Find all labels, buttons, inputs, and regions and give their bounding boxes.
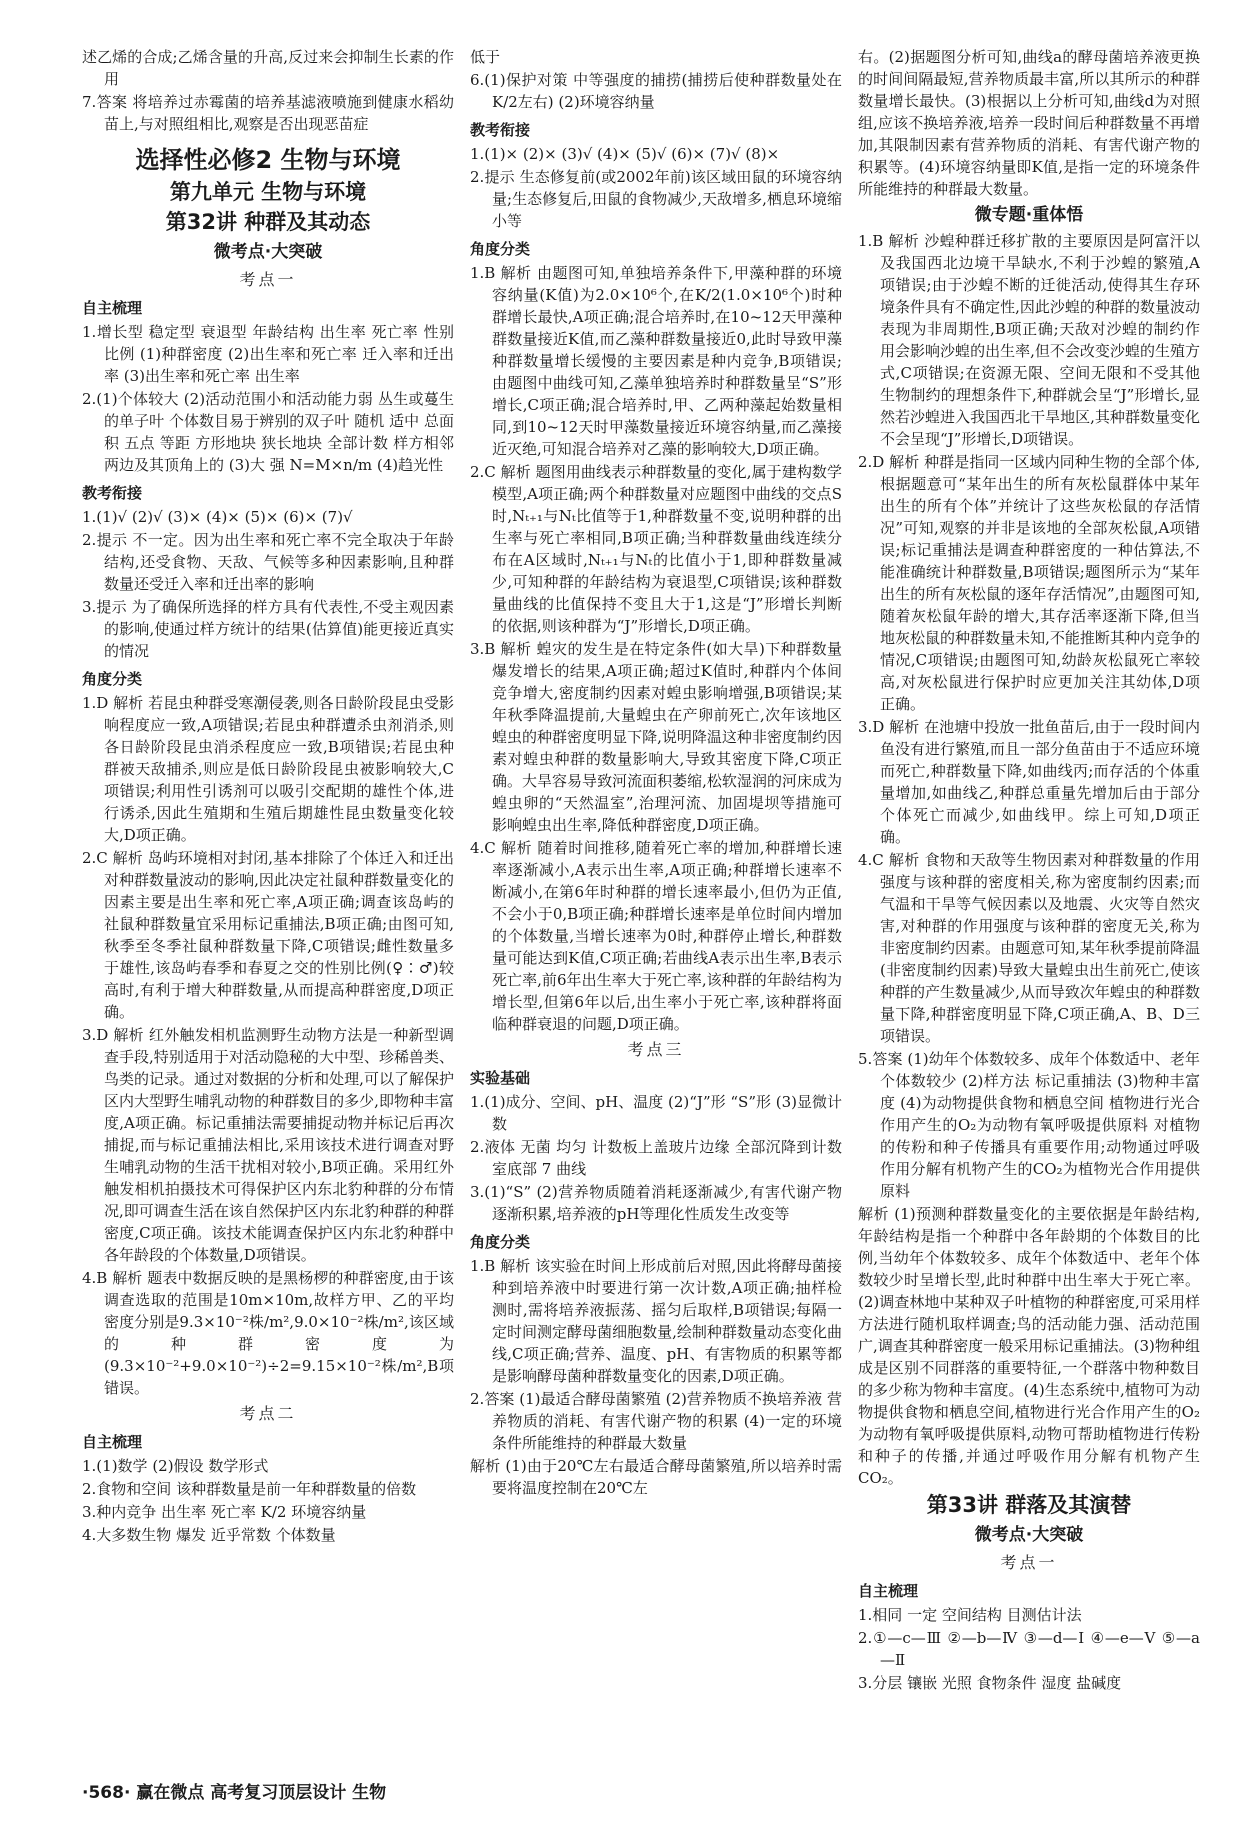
- answer-item: 3.提示 为了确保所选择的样方具有代表性,不受主观因素的影响,使通过样方统计的结果(估算值)能更接近真实的情况: [82, 598, 454, 660]
- subheading: 实验基础: [470, 1069, 531, 1087]
- answer-item: 1.B 解析 该实验在时间上形成前后对照,因此将酵母菌接种到培养液中时要进行第一次计数,A项正确;抽样检测时,需将培养液振荡、摇匀后取样,B项错误;每隔一定时间测定酵母菌细胞数量,绘制种群数量动态变化曲线,C项正确;营养、温度、pH、有害物质的积累等都是影响酵母菌种群数量变化的因素,D项正确。: [470, 1257, 842, 1385]
- paragraph: 7.答案 将培养过赤霉菌的培养基滤液喷施到健康水稻幼苗上,与对照组相比,观察是否出现恶苗症: [82, 93, 454, 133]
- answer-page: [82, 46, 1200, 1776]
- answer-item: 1.(1)成分、空间、pH、温度 (2)“J”形 “S”形 (3)显微计数: [470, 1093, 842, 1133]
- section-banner: 微考点·大突破: [974, 1525, 1084, 1545]
- subheading: 角度分类: [470, 1233, 531, 1251]
- answer-item: 4.C 解析 食物和天敌等生物因素对种群数量的作用强度与该种群的密度相关,称为密度制约因素;而气温和干旱等气候因素以及地震、火灾等自然灾害,对种群的作用强度与该种群的密度无关,称为非密度制约因素。由题意可知,某年秋季提前降温(非密度制约因素)导致大量蝗虫出生前死亡,使该种群的产生数量减少,从而导致次年蝗虫的种群数量下降,种群密度明显下降,C项正确,A、B、D三项错误。: [858, 851, 1200, 1045]
- lecture-title: 第32讲 种群及其动态: [165, 210, 371, 234]
- paragraph: 解析 (1)预测种群数量变化的主要依据是年龄结构,年龄结构是指一个种群中各年龄期的个体数目的比例,当幼年个体数较多、成年个体数适中、老年个体数较少时呈增长型,此时种群中出生率大于死亡率。(2)调查林地中某种双子叶植物的种群密度,可采用样方法进行随机取样调查;鸟的活动能力强、活动范围广,调查其种群密度一般采用标记重捕法。(3)物种组成是区别不同群落的重要特征,一个群落中物种数目的多少称为物种丰富度。(4)生态系统中,植物可为动物提供食物和栖息空间,植物进行光合作用产生的O₂为动物有氧呼吸提供原料,动物可帮助植物进行传粉和种子的传播,并通过呼吸作用分解有机物产生CO₂。: [858, 1205, 1200, 1487]
- module-title: 选择性必修2 生物与环境: [135, 146, 401, 174]
- answer-item: 5.答案 (1)幼年个体数较多、成年个体数适中、老年个体数较少 (2)样方法 标记重捕法 (3)物种丰富度 (4)为动物提供食物和栖息空间 植物进行光合作用产生的O₂为动物有氧呼吸提供原料 对植物的传粉和种子传播具有重要作用;动物通过呼吸作用分解有机物产生的CO₂为植物光合作用提供原料: [858, 1050, 1200, 1200]
- lecture-title: 第33讲 群落及其演替: [926, 1493, 1132, 1517]
- paragraph: 述乙烯的合成;乙烯含量的升高,反过来会抑制生长素的作用: [82, 48, 454, 88]
- answer-item: 4.B 解析 题表中数据反映的是黑杨椤的种群密度,由于该调查选取的范围是10m×10m,故样方甲、乙的平均密度分别是9.3×10⁻²株/m²,9.0×10⁻²株/m²,该区域的种群密度为(9.3×10⁻²+9.0×10⁻²)÷2=9.15×10⁻²株/m²,B项错误。: [82, 1269, 454, 1397]
- answer-item: 2.食物和空间 该种群数量是前一年种群数量的倍数: [82, 1480, 417, 1498]
- point-heading: 考点二: [239, 1404, 297, 1423]
- answer-item: 解析 (1)由于20℃左右最适合酵母菌繁殖,所以培养时需要将温度控制在20℃左: [470, 1457, 842, 1497]
- point-heading: 考点一: [239, 270, 297, 289]
- answer-item: 1.B 解析 由题图可知,单独培养条件下,甲藻种群的环境容纳量(K值)为2.0×10⁶个,在K/2(1.0×10⁶个)时种群增长最快,A项正确;混合培养时,在10~12天甲藻种群数量接近K值,而乙藻种群数量接近0,此时导致甲藻种群数量增长缓慢的主要因素是种内竞争,B项错误;由题图中曲线可知,乙藻单独培养时种群数量呈“S”形增长,C项正确;混合培养时,甲、乙两种藻起始数量相同,到10~12天时甲藻数量接近环境容纳量,而乙藻接近灭绝,可知混合培养对乙藻的影响较大,D项正确。: [470, 264, 842, 458]
- answer-item: 1.B 解析 沙蝗种群迁移扩散的主要原因是阿富汗以及我国西北边境干旱缺水,不利于沙蝗的繁殖,A项错误;由于沙蝗不断的迁徙活动,使得其生存环境条件具有不确定性,因此沙蝗的种群的数量波动表现为非周期性,B项正确;天敌对沙蝗的制约作用会影响沙蝗的出生率,但不会改变沙蝗的生殖方式,C项错误;在资源无限、空间无限和不受其他生物制约的理想条件下,种群就会呈“J”形增长,显然若沙蝗进入我国西北干旱地区,其种群数量变化不会呈现“J”形增长,D项错误。: [858, 232, 1200, 448]
- answer-item: 2.C 解析 岛屿环境相对封闭,基本排除了个体迁入和迁出对种群数量波动的影响,因此决定社鼠种群数量变化的因素主要是出生率和死亡率,A项正确;调查该岛屿的社鼠种群数量宜采用标记重捕法,B项正确;由图可知,秋季至冬季社鼠种群数量下降,C项错误;雌性数量多于雄性,该岛屿春季和春夏之交的性别比例(♀∶♂)较高时,有利于增大种群数量,从而提高种群密度,D项正确。: [82, 849, 454, 1021]
- answer-item: 2.提示 不一定。因为出生率和死亡率不完全取决于年龄结构,还受食物、天敌、气候等多种因素影响,且种群数量还受迁入率和迁出率的影响: [82, 531, 454, 593]
- answer-item: 低于: [470, 48, 501, 66]
- answer-item: 3.B 解析 蝗灾的发生是在特定条件(如大旱)下种群数量爆发增长的结果,A项正确;超过K值时,种群内个体间竞争增大,密度制约因素对蝗虫影响增强,B项错误;某年秋季降温提前,大量蝗虫在产卵前死亡,次年该地区蝗虫的种群密度明显下降,说明降温这种非密度制约因素对蝗虫种群的数量影响大,导致其密度下降,C项正确。大旱容易导致河流面积萎缩,松软湿润的河床成为蝗虫卵的“天然温室”,治理河流、加固堤坝等措施可影响蝗虫出生率,降低种群密度,D项正确。: [470, 640, 842, 834]
- unit-title: 第九单元 生物与环境: [169, 180, 367, 204]
- subheading: 角度分类: [82, 670, 143, 688]
- column-right: [858, 46, 1200, 1776]
- subheading: 自主梳理: [858, 1582, 919, 1600]
- answer-item: 1.(1)√ (2)√ (3)× (4)× (5)× (6)× (7)√: [82, 508, 353, 526]
- page-footer: ·568· 赢在微点 高考复习顶层设计 生物: [82, 1783, 387, 1803]
- column-middle: [470, 46, 842, 1776]
- answer-item: 2.①—c—Ⅲ ②—b—Ⅳ ③—d—Ⅰ ④—e—Ⅴ ⑤—a—Ⅱ: [858, 1629, 1200, 1669]
- answer-item: 3.(1)“S” (2)营养物质随着消耗逐渐减少,有害代谢产物逐渐积累,培养液的pH等理化性质发生改变等: [470, 1183, 842, 1223]
- answer-item: 2.答案 (1)最适合酵母菌繁殖 (2)营养物质不换培养液 营养物质的消耗、有害代谢产物的积累 (4)一定的环境条件所能维持的种群最大数量: [470, 1390, 842, 1452]
- subheading: 教考衔接: [82, 484, 143, 502]
- section-banner: 微专题·重体悟: [974, 205, 1084, 225]
- answer-item: 2.C 解析 题图用曲线表示种群数量的变化,属于建构数学模型,A项正确;两个种群数量对应题图中曲线的交点S时,Nₜ₊₁与Nₜ比值等于1,种群数量不变,说明种群的出生率与死亡率相同,B项正确;当种群数量曲线连续分布在A区域时,Nₜ₊₁与Nₜ的比值小于1,即种群数量减少,可知种群的年龄结构为衰退型,C项错误;该种群数量曲线的比值保持不变且大于1,这是“J”形增长判断的依据,则该种群为“J”形增长,D项正确。: [470, 463, 842, 635]
- point-heading: 考点一: [1000, 1553, 1058, 1572]
- answer-item: 2.液体 无菌 均匀 计数板上盖玻片边缘 全部沉降到计数室底部 7 曲线: [470, 1138, 842, 1178]
- answer-item: 4.C 解析 随着时间推移,随着死亡率的增加,种群增长速率逐渐减小,A表示出生率,A项正确;种群增长速率不断减小,在第6年时种群的增长速率最小,但仍为正值,不会小于0,B项正确;种群增长速率是单位时间内增加的个体数量,当增长速率为0时,种群停止增长,种群数量可能达到K值,C项正确;若曲线A表示出生率,B表示死亡率,前6年出生率大于死亡率,该种群的年龄结构为增长型,但第6年以后,出生率小于死亡率,该种群将面临种群衰退的问题,D项正确。: [470, 839, 842, 1033]
- column-left: [82, 46, 454, 1776]
- answer-item: 6.(1)保护对策 中等强度的捕捞(捕捞后使种群数量处在K/2左右) (2)环境容纳量: [470, 71, 842, 111]
- answer-item: 2.(1)个体较大 (2)活动范围小和活动能力弱 丛生或蔓生的单子叶 个体数目易于辨别的双子叶 随机 适中 总面积 五点 等距 方形地块 狭长地块 全部计数 样方相邻两边及其顶角上的 (3)大 强 N=M×n/m (4)趋光性: [82, 390, 454, 474]
- answer-item: 1.增长型 稳定型 衰退型 年龄结构 出生率 死亡率 性别比例 (1)种群密度 (2)出生率和死亡率 迁入率和迁出率 (3)出生率和死亡率 出生率: [82, 323, 454, 385]
- answer-item: 1.(1)× (2)× (3)√ (4)× (5)√ (6)× (7)√ (8)×: [470, 145, 780, 163]
- answer-item: 3.种内竞争 出生率 死亡率 K/2 环境容纳量: [82, 1503, 367, 1521]
- answer-item: 1.(1)数学 (2)假设 数学形式: [82, 1457, 269, 1475]
- answer-item: 2.D 解析 种群是指同一区域内同种生物的全部个体,根据题意可“某年出生的所有灰松鼠群体中某年出生的所有个体”并统计了这些灰松鼠的存活情况”可知,观察的并非是该地的全部灰松鼠,A项错误;标记重捕法是调查种群密度的一种估算法,不能准确统计种群数量,B项错误;题图所示为“某年出生的所有灰松鼠的逐年存活情况”,由题图可知,随着灰松鼠年龄的增大,其存活率逐渐下降,但当地灰松鼠的种群数量未知,不能推断其种内竞争的情况,C项错误;由题图可知,幼龄灰松鼠死亡率较高,对灰松鼠进行保护时应更加关注其幼体,D项正确。: [858, 453, 1200, 713]
- answer-item: 4.大多数生物 爆发 近乎常数 个体数量: [82, 1526, 336, 1544]
- point-heading: 考点三: [627, 1040, 685, 1059]
- subheading: 教考衔接: [470, 121, 531, 139]
- answer-item: 1.D 解析 若昆虫种群受寒潮侵袭,则各日龄阶段昆虫受影响程度应一致,A项错误;若昆虫种群遭杀虫剂消杀,则各日龄阶段昆虫消杀程度应一致,B项错误;若昆虫种群被天敌捕杀,则应是低日龄阶段昆虫被影响较大,C项错误;利用性引诱剂可以吸引交配期的雄性个体,进行诱杀,因此生殖期和生殖后期雄性昆虫数量变化较大,D项正确。: [82, 694, 454, 844]
- subheading: 自主梳理: [82, 299, 143, 317]
- answer-item: 3.D 解析 红外触发相机监测野生动物方法是一种新型调查手段,特别适用于对活动隐秘的大中型、珍稀兽类、鸟类的记录。通过对数据的分析和处理,可以了解保护区内大型野生哺乳动物的种群数目的多少,即物种丰富度,A项正确。标记重捕法需要捕捉动物并标记后再次捕捉,而与标记重捕法相比,采用该技术进行调查对野生哺乳动物的生活干扰相对较小,B项正确。采用红外触发相机拍摄技术可得保护区内东北豹种群的分布情况,即可调查生活在该自然保护区内东北豹种群的种群密度,C项正确。该技术能调查保护区内东北豹种群中各年龄段的个体数量,D项错误。: [82, 1026, 454, 1264]
- answer-item: 2.提示 生态修复前(或2002年前)该区域田鼠的环境容纳量;生态修复后,田鼠的食物减少,天敌增多,栖息环境缩小等: [470, 168, 842, 230]
- answer-item: 3.分层 镶嵌 光照 食物条件 湿度 盐碱度: [858, 1674, 1122, 1692]
- section-banner: 微考点·大突破: [213, 242, 323, 262]
- subheading: 自主梳理: [82, 1433, 143, 1451]
- subheading: 角度分类: [470, 240, 531, 258]
- answer-item: 3.D 解析 在池塘中投放一批鱼苗后,由于一段时间内鱼没有进行繁殖,而且一部分鱼苗由于不适应环境而死亡,种群数量下降,如曲线丙;而存活的个体重量增加,如曲线乙,种群总重量先增加后由于部分个体死亡而减少,如曲线甲。综上可知,D项正确。: [858, 718, 1200, 846]
- paragraph: 右。(2)据题图分析可知,曲线a的酵母菌培养液更换的时间间隔最短,营养物质最丰富,所以其所示的种群数量增长最快。(3)根据以上分析可知,曲线d为对照组,应该不换培养液,培养一段时间后种群数量不再增加,其限制因素有营养物质的消耗、有害代谢产物的积累等。(4)环境容纳量即K值,是指一定的环境条件所能维持的种群最大数量。: [858, 48, 1200, 198]
- answer-item: 1.相同 一定 空间结构 目测估计法: [858, 1606, 1082, 1624]
